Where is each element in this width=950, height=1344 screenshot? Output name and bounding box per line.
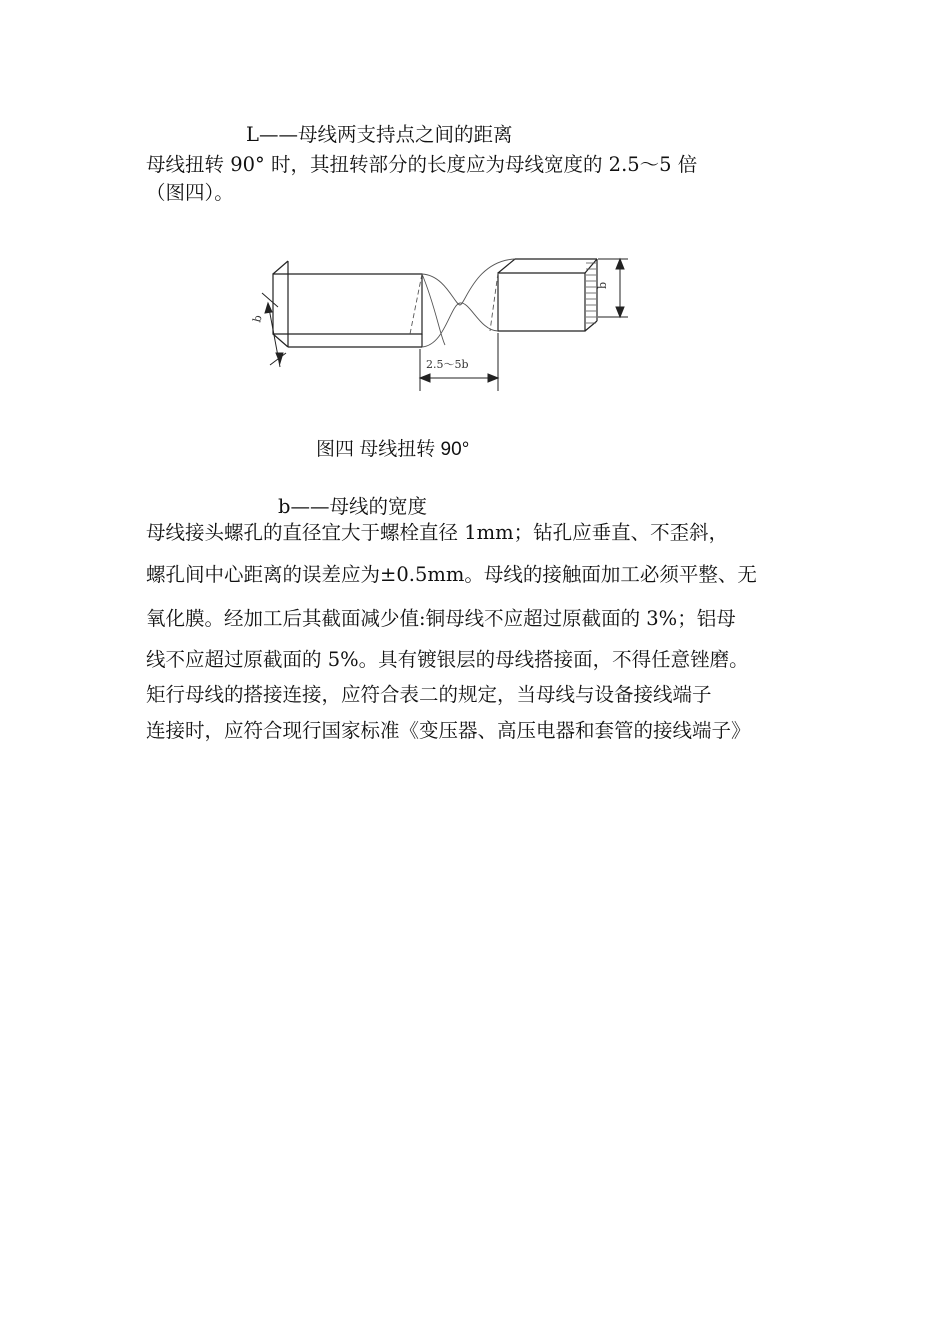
right-busbar	[498, 259, 597, 331]
definition-l: L——母线两支持点之间的距离	[246, 123, 513, 146]
paragraph-twist-line2: （图四）。	[146, 181, 234, 204]
definition-b: b——母线的宽度	[278, 495, 427, 518]
dimension-b-label-left: b	[250, 313, 265, 324]
left-busbar	[273, 261, 422, 347]
paragraph-holes-line4: 线不应超过原截面的 5%。具有镀银层的母线搭接面，不得任意锉磨。	[146, 648, 749, 671]
paragraph-holes-line2: 螺孔间中心距离的误差应为±0.5mm。母线的接触面加工必须平整、无	[146, 563, 757, 586]
figure-caption: 图四 母线扭转 90°	[316, 439, 470, 460]
end-hatch	[586, 263, 596, 323]
paragraph-twist-line1: 母线扭转 90° 时，其扭转部分的长度应为母线宽度的 2.5～5 倍	[146, 153, 698, 176]
paragraph-holes-line1: 母线接头螺孔的直径宜大于螺栓直径 1mm；钻孔应垂直、不歪斜，	[146, 521, 729, 544]
paragraph-joint-line2: 连接时，应符合现行国家标准《变压器、高压电器和套管的接线端子》	[146, 719, 751, 742]
paragraph-joint-line1: 矩行母线的搭接连接，应符合表二的规定，当母线与设备接线端子	[146, 683, 712, 706]
dimension-b-label-right: b	[596, 281, 609, 289]
paragraph-holes-line3: 氧化膜。经加工后其截面减少值:铜母线不应超过原截面的 3%；铝母	[146, 607, 736, 630]
dimension-length-label: 2.5～5b	[426, 358, 469, 371]
busbar-twist-figure	[250, 245, 650, 395]
